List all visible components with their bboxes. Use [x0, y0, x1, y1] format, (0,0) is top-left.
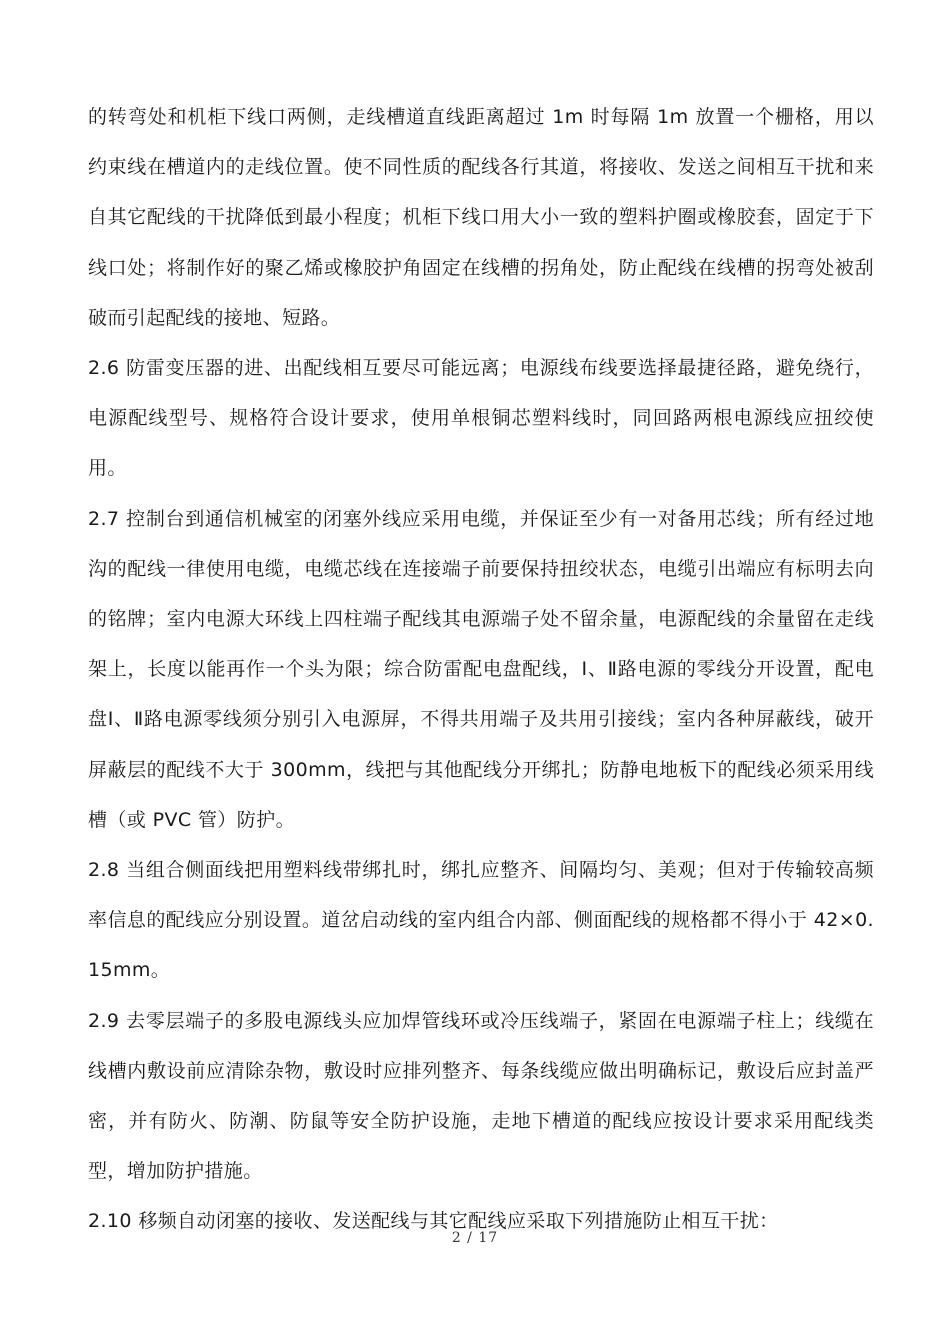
page-number: 2 / 17 — [451, 1230, 499, 1246]
paragraph-2-7: 2.7 控制台到通信机械室的闭塞外线应采用电缆，并保证至少有一对备用芯线；所有经过地沟的配线一律使用电缆，电缆芯线在连接端子前要保持扭绞状态，电缆引出端应有标明去向的铭牌；室内电源大环线上四柱端子配线其电源端子处不留余量，电源配线的余量留在走线架上，长度以能再作一个头为限；综合防雷配电盘配线，Ⅰ、Ⅱ路电源的零线分开设置，配电盘Ⅰ、Ⅱ路电源零线须分别引入电源屏，不得共用端子及共用引接线；室内各种屏蔽线，破开屏蔽层的配线不大于 300mm，线把与其他配线分开绑扎；防静电地板下的配线必须采用线槽（或 PVC 管）防护。 — [88, 507, 874, 831]
paragraph-cable-trough: 的转弯处和机柜下线口两侧，走线槽道直线距离超过 1m 时每隔 1m 放置一个栅格，用以约束线在槽道内的走线位置。使不同性质的配线各行其道，将接收、发送之间相互干扰和来自其它配线的干扰降低到最小程度；机柜下线口用大小一致的塑料护圈或橡胶套，固定于下线口处；将制作好的聚乙烯或橡胶护角固定在线槽的拐角处，防止配线在线槽的拐弯处被刮破而引起配线的接地、短路。 — [88, 106, 874, 329]
paragraph-2-6: 2.6 防雷变压器的进、出配线相互要尽可能远离；电源线布线要选择最捷径路，避免绕行，电源配线型号、规格符合设计要求，使用单根铜芯塑料线时，同回路两根电源线应扭绞使用。 — [88, 357, 874, 480]
paragraph-2-10: 2.10 移频自动闭塞的接收、发送配线与其它配线应采取下列措施防止相互干扰： — [88, 1210, 779, 1233]
paragraph-2-9: 2.9 去零层端子的多股电源线头应加焊管线环或冷压线端子，紧固在电源端子柱上；线缆在线槽内敷设前应清除杂物，敷设时应排列整齐、每条线缆应做出明确标记，敷设后应封盖严密，并有防火、防潮、防鼠等安全防护设施，走地下槽道的配线应按设计要求采用配线类型，增加防护措施。 — [88, 1009, 874, 1183]
paragraph-2-8: 2.8 当组合侧面线把用塑料线带绑扎时，绑扎应整齐、间隔均匀、美观；但对于传输较高频率信息的配线应分别设置。道岔启动线的室内组合内部、侧面配线的规格都不得小于 42×0.15mm。 — [88, 859, 874, 982]
document-body — [88, 92, 874, 1247]
